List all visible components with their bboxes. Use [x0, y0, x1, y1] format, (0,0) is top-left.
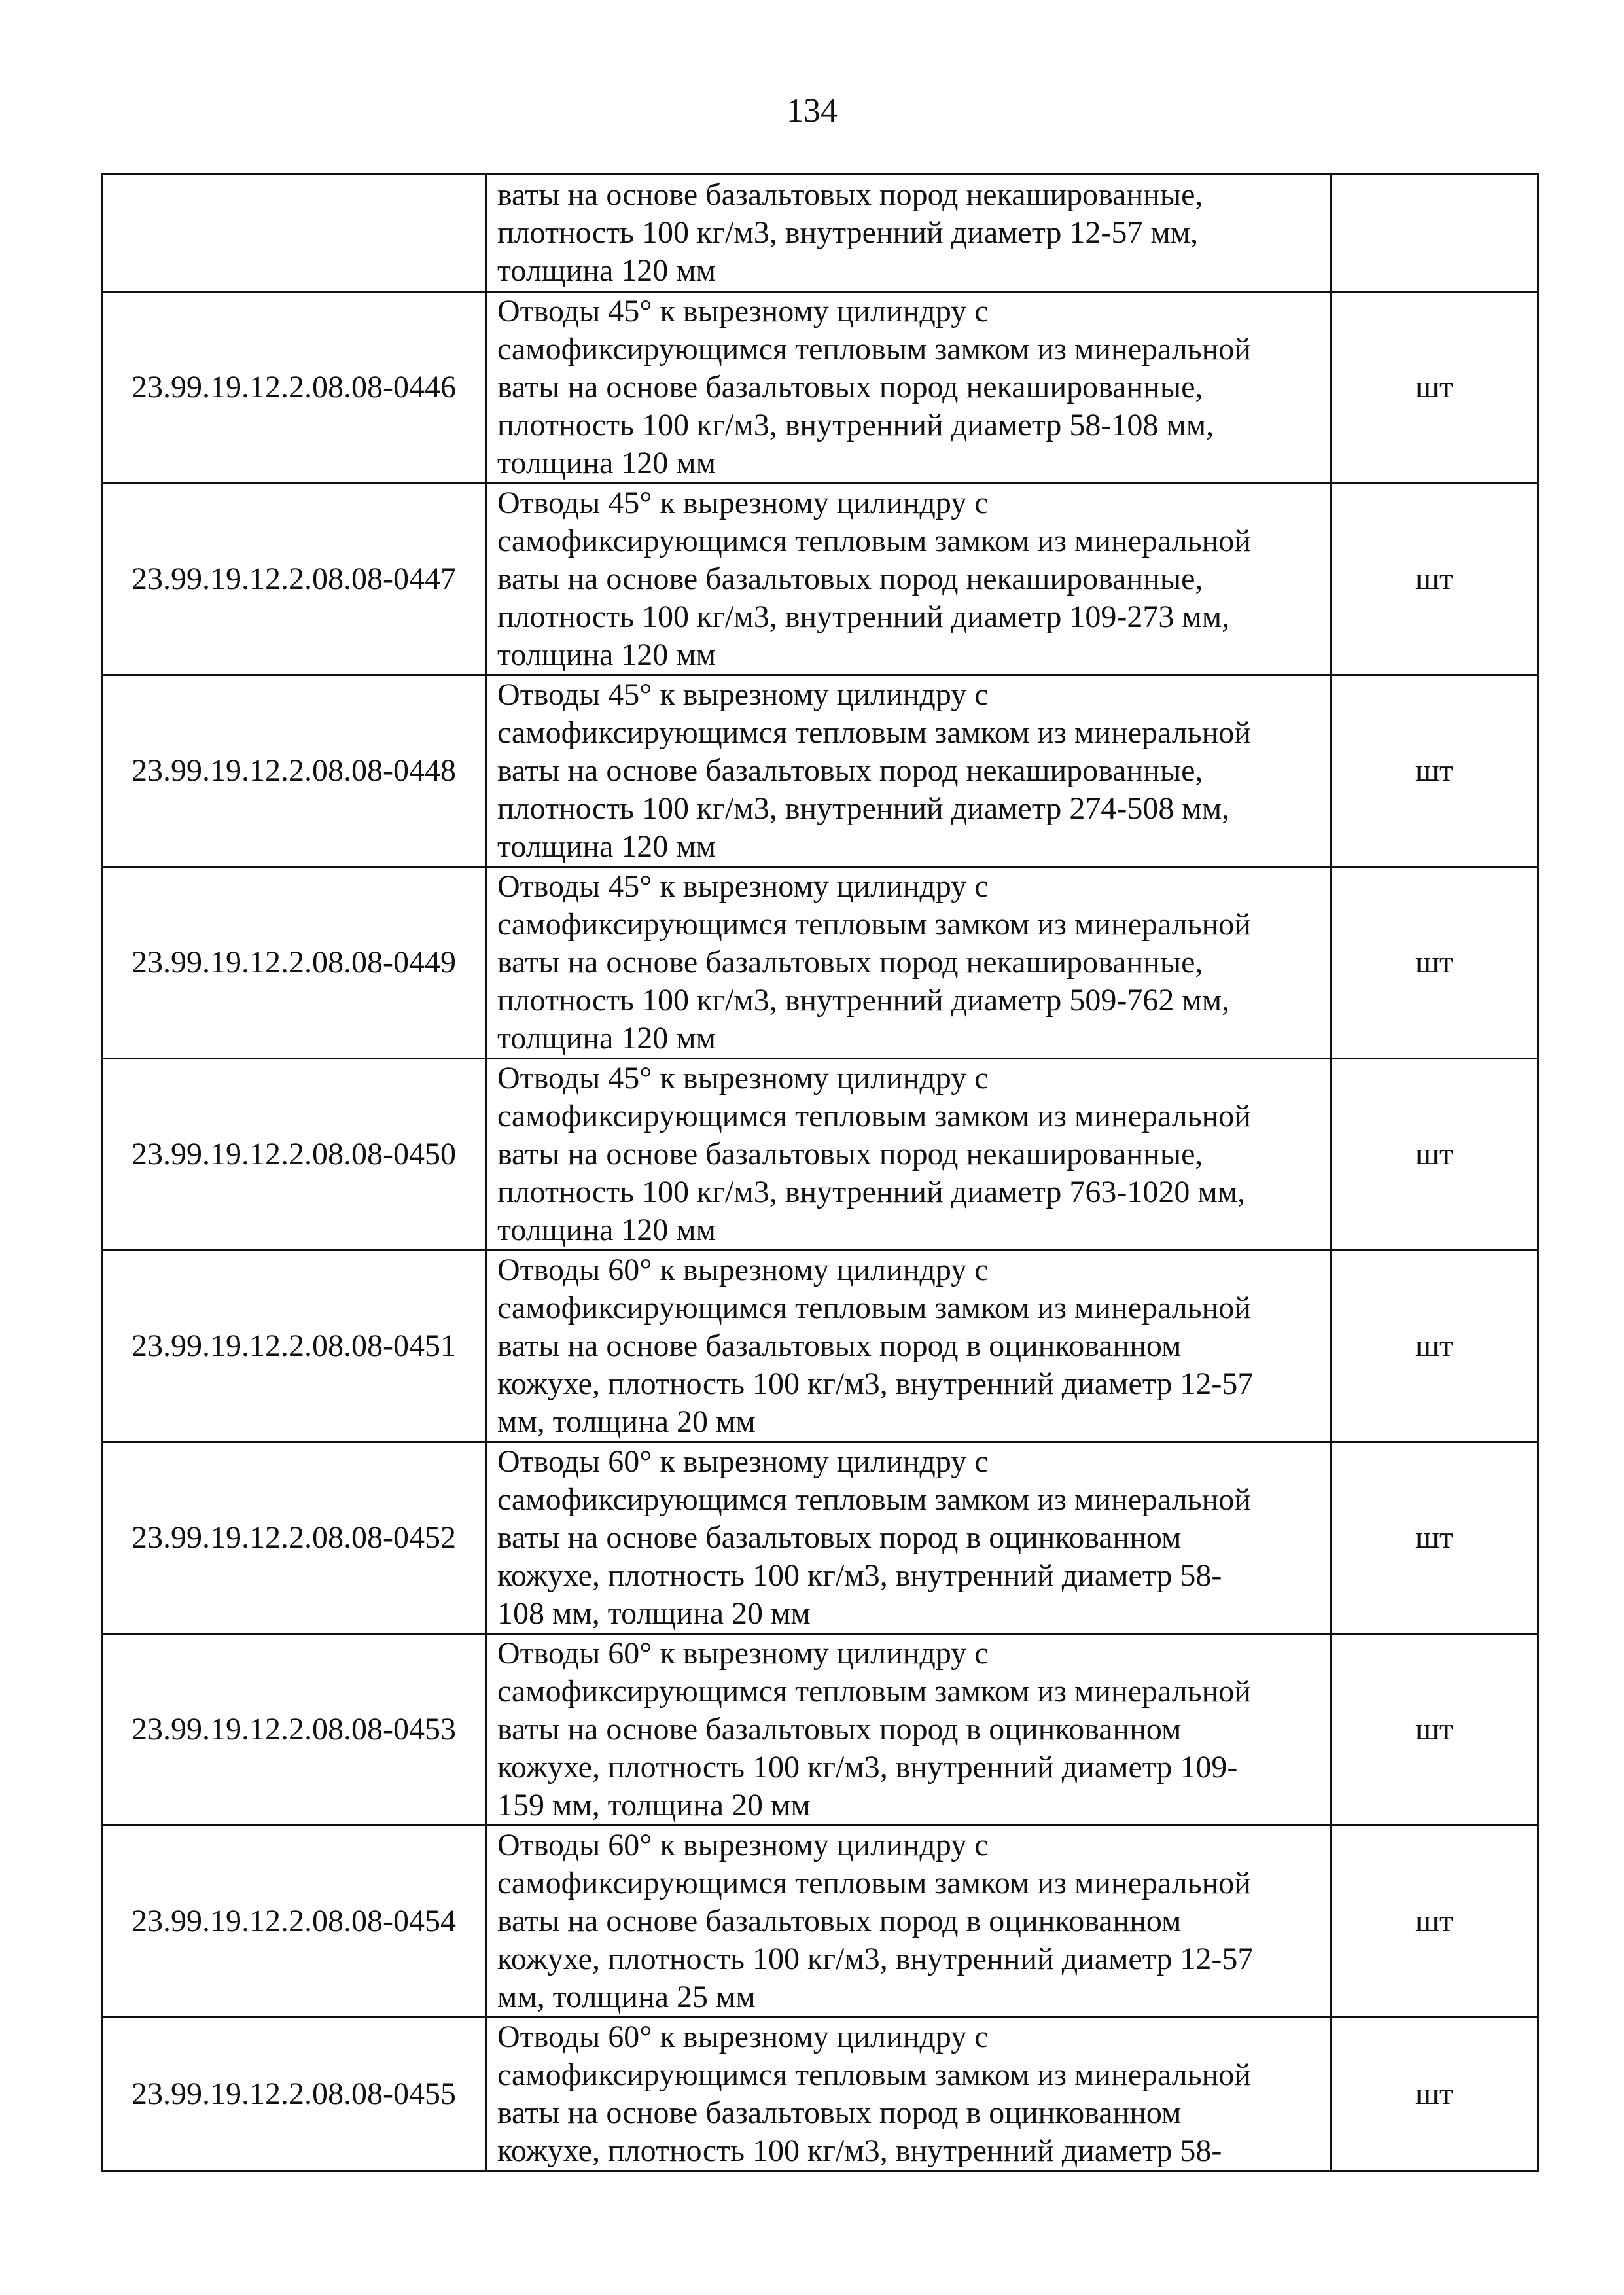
unit-of-measure: шт [1331, 675, 1538, 867]
unit-of-measure: шт [1331, 1442, 1538, 1634]
resource-description [486, 1059, 1331, 1251]
resource-code [102, 174, 486, 292]
unit-of-measure [1331, 174, 1538, 292]
description-line: Отводы 60° к вырезному цилиндру с [497, 2019, 989, 2054]
table-row [102, 675, 1538, 867]
description-line: ваты на основе базальтовых пород некашированные, [497, 370, 1203, 404]
unit-of-measure: шт [1331, 484, 1538, 675]
description-line: Отводы 45° к вырезному цилиндру с [497, 294, 989, 329]
resource-description [486, 867, 1331, 1059]
table-row [102, 2018, 1538, 2171]
resource-code: 23.99.19.12.2.08.08-0447 [102, 484, 486, 675]
description-line: ваты на основе базальтовых пород в оцинкованном [497, 1904, 1182, 1938]
description-line: самофиксирующимся тепловым замком из минеральной [497, 1482, 1251, 1517]
description-line: ваты на основе базальтовых пород некашированные, [497, 753, 1203, 788]
table-row [102, 1826, 1538, 2018]
unit-of-measure: шт [1331, 2018, 1538, 2171]
description-line: ваты на основе базальтовых пород некашированные, [497, 561, 1203, 596]
description-line: самофиксирующимся тепловым замком из минеральной [497, 1674, 1251, 1709]
table-row [102, 174, 1538, 292]
description-line: Отводы 60° к вырезному цилиндру с [497, 1444, 989, 1479]
resource-description [486, 174, 1331, 292]
description-line: ваты на основе базальтовых пород в оцинкованном [497, 2095, 1182, 2130]
resource-code: 23.99.19.12.2.08.08-0452 [102, 1442, 486, 1634]
description-line: толщина 120 мм [497, 1021, 716, 1056]
resource-code: 23.99.19.12.2.08.08-0450 [102, 1059, 486, 1251]
page-number: 134 [786, 92, 838, 130]
resource-description [486, 484, 1331, 675]
resource-code: 23.99.19.12.2.08.08-0454 [102, 1826, 486, 2018]
resource-description [486, 1826, 1331, 2018]
description-line: толщина 120 мм [497, 253, 716, 288]
unit-of-measure: шт [1331, 1251, 1538, 1442]
description-line: кожухе, плотность 100 кг/м3, внутренний диаметр 12-57 [497, 1942, 1254, 1976]
table-row [102, 484, 1538, 675]
description-line: Отводы 60° к вырезному цилиндру с [497, 1828, 989, 1862]
table-row [102, 292, 1538, 484]
description-line: самофиксирующимся тепловым замком из минеральной [497, 907, 1251, 942]
unit-of-measure: шт [1331, 1826, 1538, 2018]
description-line: самофиксирующимся тепловым замком из минеральной [497, 2057, 1251, 2092]
table-row [102, 1442, 1538, 1634]
description-line: самофиксирующимся тепловым замком из минеральной [497, 524, 1251, 558]
resource-code: 23.99.19.12.2.08.08-0455 [102, 2018, 486, 2171]
resource-description [486, 2018, 1331, 2171]
description-line: Отводы 45° к вырезному цилиндру с [497, 869, 989, 904]
resource-code: 23.99.19.12.2.08.08-0453 [102, 1634, 486, 1826]
description-line: кожухе, плотность 100 кг/м3, внутренний диаметр 109- [497, 1750, 1238, 1785]
description-line: толщина 120 мм [497, 446, 716, 480]
description-line: Отводы 45° к вырезному цилиндру с [497, 486, 989, 520]
resource-description [486, 675, 1331, 867]
description-line: ваты на основе базальтовых пород некашированные, [497, 1137, 1203, 1171]
resource-description [486, 292, 1331, 484]
description-line: плотность 100 кг/м3, внутренний диаметр 109-273 мм, [497, 599, 1230, 634]
description-line: кожухе, плотность 100 кг/м3, внутренний диаметр 12-57 [497, 1366, 1254, 1401]
description-line: ваты на основе базальтовых пород некашированные, [497, 177, 1203, 212]
description-line: Отводы 60° к вырезному цилиндру с [497, 1253, 989, 1287]
description-line: самофиксирующимся тепловым замком из минеральной [497, 1099, 1251, 1133]
description-line: 108 мм, толщина 20 мм [497, 1596, 811, 1631]
table-row [102, 1059, 1538, 1251]
table-row [102, 1634, 1538, 1826]
unit-of-measure: шт [1331, 1634, 1538, 1826]
resource-description [486, 1634, 1331, 1826]
resource-code: 23.99.19.12.2.08.08-0448 [102, 675, 486, 867]
description-line: самофиксирующимся тепловым замком из минеральной [497, 1290, 1251, 1325]
description-line: плотность 100 кг/м3, внутренний диаметр 58-108 мм, [497, 408, 1214, 442]
description-line: плотность 100 кг/м3, внутренний диаметр 509-762 мм, [497, 983, 1230, 1018]
description-line: плотность 100 кг/м3, внутренний диаметр 12-57 мм, [497, 215, 1199, 250]
resource-code: 23.99.19.12.2.08.08-0446 [102, 292, 486, 484]
description-line: ваты на основе базальтовых пород в оцинкованном [497, 1328, 1182, 1363]
description-line: толщина 120 мм [497, 637, 716, 672]
description-line: 159 мм, толщина 20 мм [497, 1788, 811, 1823]
description-line: самофиксирующимся тепловым замком из минеральной [497, 1866, 1251, 1900]
description-line: кожухе, плотность 100 кг/м3, внутренний диаметр 58- [497, 1558, 1222, 1593]
resource-code: 23.99.19.12.2.08.08-0449 [102, 867, 486, 1059]
description-line: Отводы 60° к вырезному цилиндру с [497, 1636, 989, 1671]
resource-description [486, 1442, 1331, 1634]
description-line: самофиксирующимся тепловым замком из минеральной [497, 715, 1251, 750]
description-line: ваты на основе базальтовых пород в оцинкованном [497, 1520, 1182, 1555]
description-line: толщина 120 мм [497, 829, 716, 864]
description-line: мм, толщина 20 мм [497, 1404, 756, 1439]
resource-code: 23.99.19.12.2.08.08-0451 [102, 1251, 486, 1442]
unit-of-measure: шт [1331, 1059, 1538, 1251]
description-line: толщина 120 мм [497, 1213, 716, 1247]
table-row [102, 867, 1538, 1059]
description-line: плотность 100 кг/м3, внутренний диаметр 763-1020 мм, [497, 1175, 1246, 1209]
description-line: мм, толщина 25 мм [497, 1980, 756, 2014]
resource-description [486, 1251, 1331, 1442]
description-line: плотность 100 кг/м3, внутренний диаметр 274-508 мм, [497, 791, 1230, 826]
description-line: ваты на основе базальтовых пород некашированные, [497, 945, 1203, 980]
description-line: ваты на основе базальтовых пород в оцинкованном [497, 1712, 1182, 1747]
description-line: кожухе, плотность 100 кг/м3, внутренний диаметр 58- [497, 2133, 1222, 2168]
description-line: самофиксирующимся тепловым замком из минеральной [497, 332, 1251, 366]
unit-of-measure: шт [1331, 867, 1538, 1059]
unit-of-measure: шт [1331, 292, 1538, 484]
table-row [102, 1251, 1538, 1442]
description-line: Отводы 45° к вырезному цилиндру с [497, 677, 989, 712]
catalog-table [101, 173, 1539, 2172]
description-line: Отводы 45° к вырезному цилиндру с [497, 1061, 989, 1095]
